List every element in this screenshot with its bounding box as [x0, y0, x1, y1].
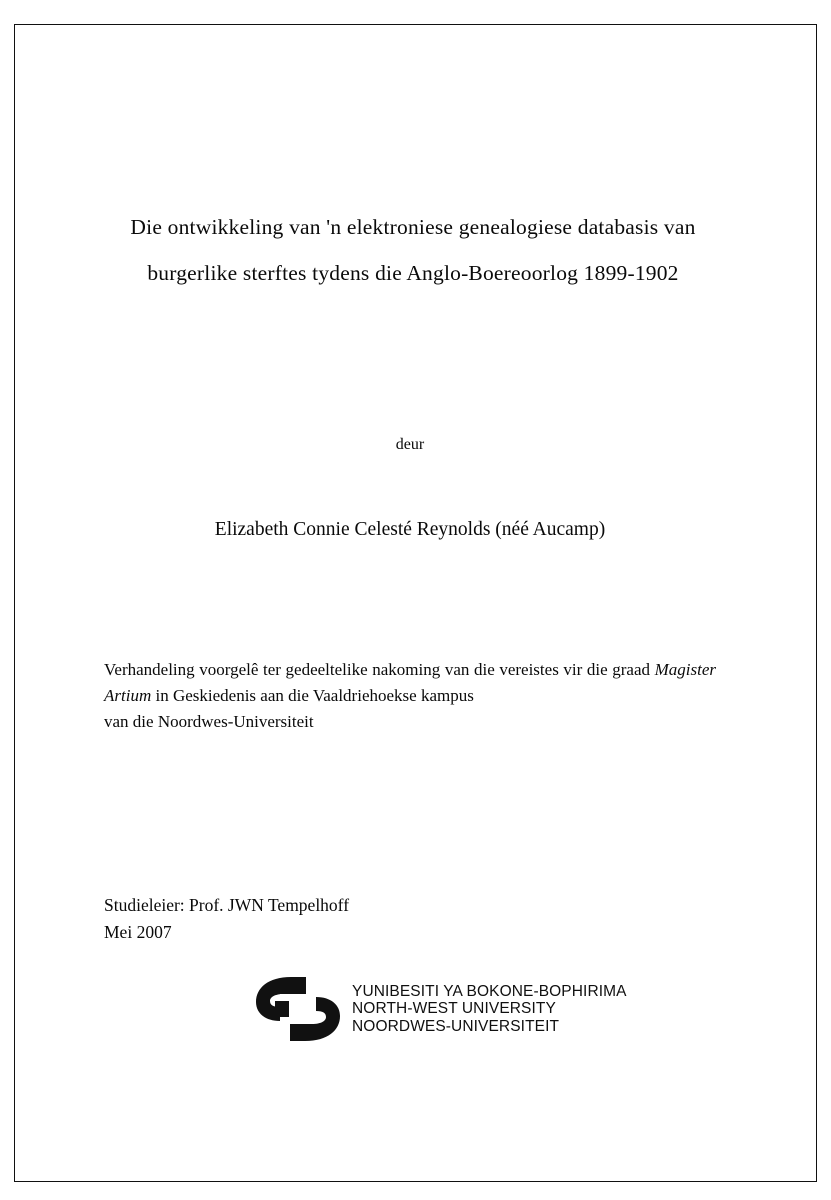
- by-word: deur: [395, 436, 425, 453]
- degree-name: Magister Artium: [104, 660, 716, 705]
- author-name: Elizabeth Connie Celesté Reynolds (néé Aucamp): [214, 519, 606, 540]
- logo-line-3: NOORDWES-UNIVERSITEIT: [352, 1017, 560, 1035]
- title-line-2: burgerlike sterftes tydens die Anglo-Boereoorlog 1899-1902: [147, 261, 679, 285]
- north-west-university-logo-mark-icon: [250, 973, 346, 1045]
- logo-line-1: YUNIBESITI YA BOKONE-BOPHIRIMA: [352, 982, 627, 1000]
- title-page-content: [90, 24, 730, 1174]
- date-line: Mei 2007: [104, 922, 172, 942]
- supervisor-block: [104, 892, 664, 946]
- statement-part-2: in Geskiedenis aan die Vaaldriehoekse kampus: [151, 686, 474, 705]
- supervisor-line: Studieleier: Prof. JWN Tempelhoff: [104, 895, 350, 915]
- logo-line-2: NORTH-WEST UNIVERSITY: [352, 1000, 556, 1018]
- page-title: [102, 204, 724, 296]
- university-logo-text: [352, 983, 627, 1036]
- degree-statement: [104, 657, 716, 735]
- statement-line-3: van die Noordwes-Universiteit: [104, 712, 314, 731]
- statement-part-1: Verhandeling voorgelê ter gedeeltelike nakoming van die vereistes vir die graad: [104, 660, 655, 679]
- title-line-1: Die ontwikkeling van 'n elektroniese genealogiese databasis van: [130, 215, 696, 239]
- university-logo: [250, 969, 670, 1049]
